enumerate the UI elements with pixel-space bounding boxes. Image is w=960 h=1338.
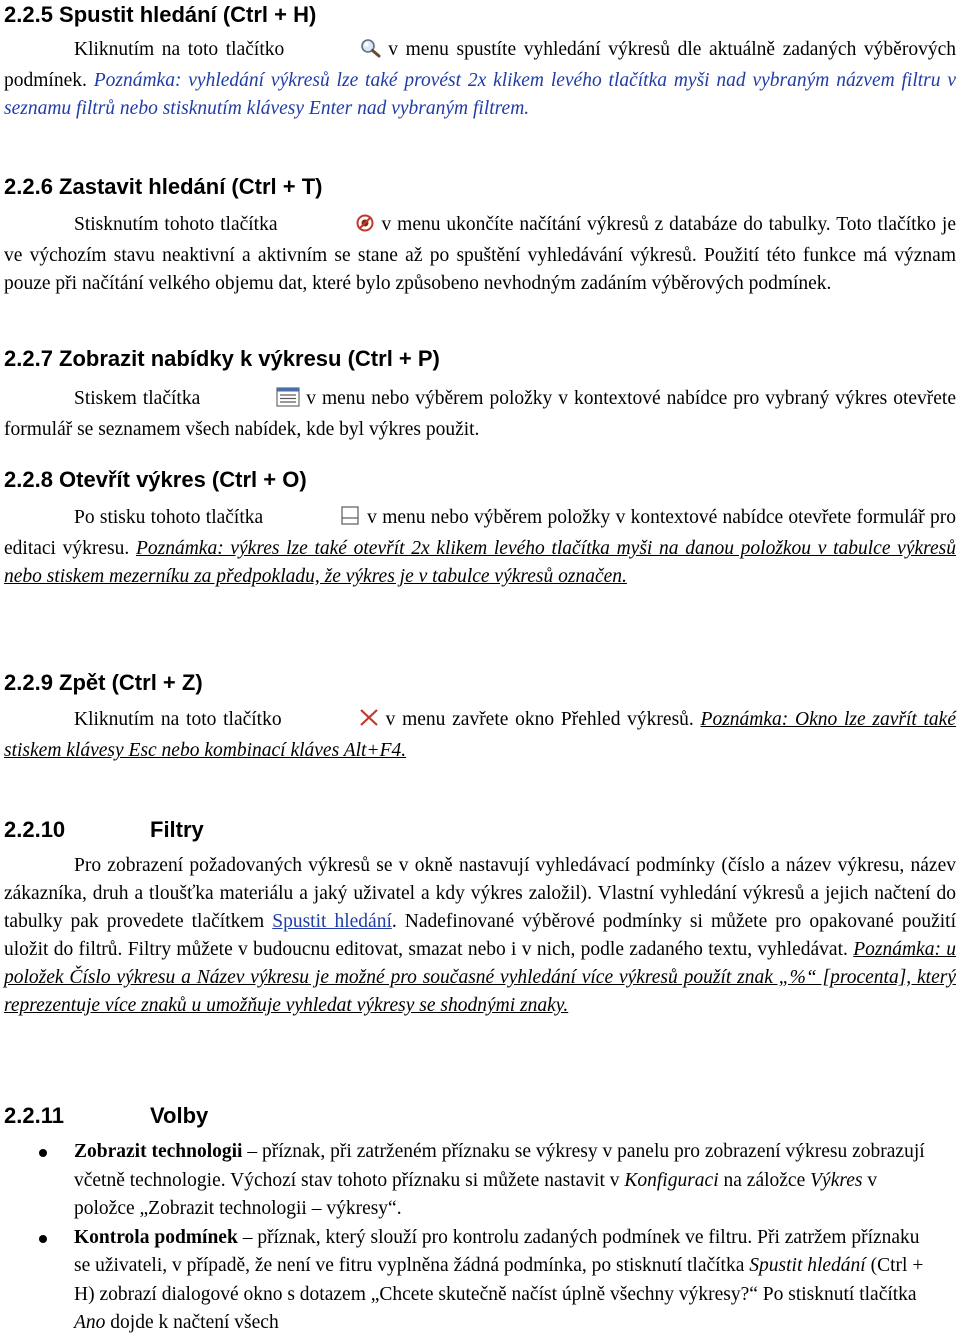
stop-search-icon [284, 213, 376, 242]
close-icon [288, 708, 380, 737]
note-filtry: Poznámka: u položek Číslo výkresu a Název výkresu je možné pro současné vyhledání více výkresů použít znak „%“ [procenta], který reprezentuje více znaků u umožňuje vyhledat výkresy se shodnými znaky. [4, 939, 957, 1016]
list-icon [206, 387, 300, 416]
volby-list [4, 1138, 956, 1338]
note-zpet: Poznámka: Okno lze zavřít také stiskem klávesy Esc nebo kombinací kláves Alt+F4. [4, 709, 956, 761]
open-drawing-icon [269, 506, 361, 535]
bullet-icon [39, 1149, 47, 1157]
paragraph-otevrit-vykres: Po stisku tohoto tlačítka v menu nebo výběrem položky v kontextové nabídce otevřete formulář pro editaci výkresu. Poznámka: výkres lze také otevřít 2x klikem levého tlačítka myši na danou položkou v tabulce výkresů nebo stiskem mezerníku za předpokladu, že výkres je v tabulce výkresů označen. [4, 507, 956, 587]
heading-filtry: 2.2.10 Filtry [4, 817, 204, 842]
heading-zastavit-hledani: 2.2.6 Zastavit hledání (Ctrl + T) [4, 174, 323, 199]
list-item: Zobrazit technologii – příznak, při zatrženém příznaku se výkresy v panelu pro zobrazení výkresu zobrazují včetně technologie. Výchozí stav tohoto příznaku si můžete nastavit v Konfiguraci na záložce Výkres v položce „Zobrazit technologii – výkresy“. [4, 1138, 956, 1224]
note-otevrit-vykres: Poznámka: výkres lze také otevřít 2x klikem levého tlačítka myši na danou položkou v tabulce výkresů nebo stiskem mezerníku za předpokladu, že výkres je v tabulce výkresů označen. [4, 538, 956, 587]
spustit-hledani-link[interactable]: Spustit hledání [272, 911, 392, 932]
paragraph-filtry: Pro zobrazení požadovaných výkresů se v okně nastavují vyhledávací podmínky (číslo a název výkresu, název zákazníka, druh a tloušťka materiálu a jaký uživatel a kdy výkres založil). Vlastní vyhledání výkresů a jejich načtení do tabulky pak provedete tlačítkem Spustit hledání. Nadefinované výběrové podmínky si můžete pro opakované použití uložit do filtrů. Filtry můžete v budoucnu editovat, smazat nebo i v nich, podle zadaného textu, vyhledávat. Poznámka: u položek Číslo výkresu a Název výkresu je možné pro současné vyhledání více výkresů použít znak „%“ [procenta], který reprezentuje více znaků u umožňuje vyhledat výkresy se shodnými znaky. [4, 855, 957, 1016]
list-item: Kontrola podmínek – příznak, který slouží pro kontrolu zadaných podmínek ve filtru. Při zatržem příznaku se uživateli, v případě, že není ve fitru vyplněna žádná podmínka, po stisknutí tlačítka Spustit hledání (Ctrl + H) zobrazí dialogové okno s dotazem „Chcete skutečně načíst úplně všechny výkresy?“ Po stisknutí tlačítka Ano dojde k načtení všech [4, 1224, 956, 1338]
search-icon [290, 38, 382, 67]
heading-otevrit-vykres: 2.2.8 Otevřít výkres (Ctrl + O) [4, 467, 307, 492]
paragraph-zpet: Kliknutím na toto tlačítko v menu zavřete okno Přehled výkresů. Poznámka: Okno lze zavřít také stiskem klávesy Esc nebo kombinací kláves Alt+F4. [4, 709, 956, 761]
heading-zobrazit-nabidky: 2.2.7 Zobrazit nabídky k výkresu (Ctrl + P) [4, 346, 440, 371]
paragraph-spustit-hledani: Kliknutím na toto tlačítko v menu spustíte vyhledání výkresů dle aktuálně zadaných výběrových podmínek. Poznámka: vyhledání výkresů lze také provést 2x klikem levého tlačítka myši nad vybraným názvem filtru v seznamu filtrů nebo stisknutím klávesy Enter nad vybraným filtrem. [4, 39, 957, 119]
paragraph-zobrazit-nabidky: Stiskem tlačítka v menu nebo výběrem položky v kontextové nabídce pro vybraný výkres otevřete formulář se seznamem všech nabídek, kde byl výkres použit. [4, 388, 956, 440]
paragraph-zastavit-hledani: Stisknutím tohoto tlačítka v menu ukončíte načítání výkresů z databáze do tabulky. Toto tlačítko je ve výchozím stavu neaktivní a aktivním se stane až po spuštění vyhledávání výkresů. Použití této funkce má význam pouze při načítání velkého objemu dat, které bylo způsobeno nevhodným zadáním výběrových podmínek. [4, 214, 956, 294]
heading-volby: 2.2.11 Volby [4, 1103, 209, 1128]
heading-zpet: 2.2.9 Zpět (Ctrl + Z) [4, 670, 203, 695]
heading-spustit-hledani: 2.2.5 Spustit hledání (Ctrl + H) [4, 2, 317, 27]
note-spustit-hledani: Poznámka: vyhledání výkresů lze také provést 2x klikem levého tlačítka myši nad vybraným názvem filtru v seznamu filtrů nebo stisknutím klávesy Enter nad vybraným filtrem. [4, 70, 957, 119]
bullet-icon [39, 1235, 47, 1243]
